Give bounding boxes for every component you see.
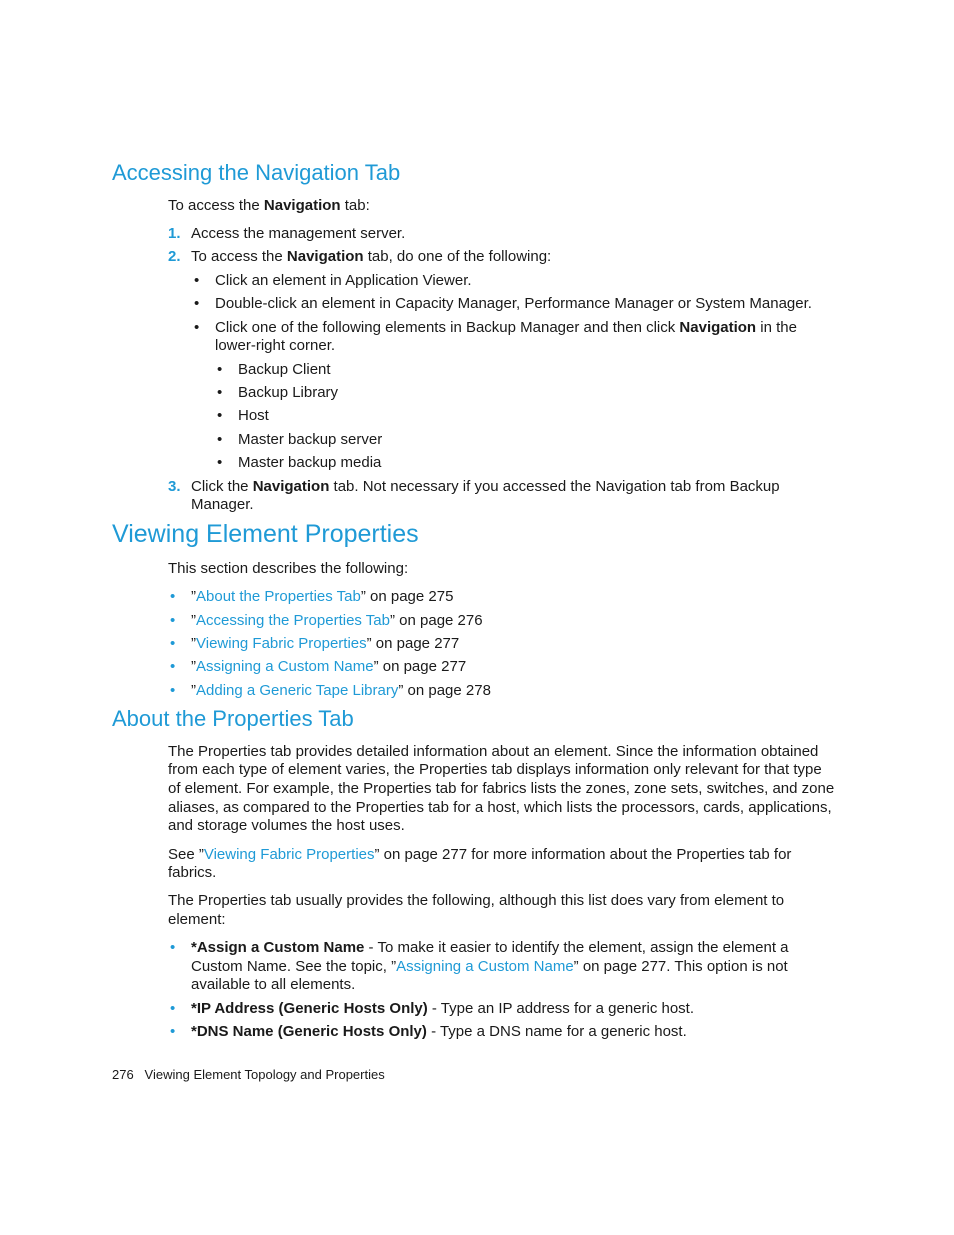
- bullet: •: [194, 272, 200, 289]
- para-text-pre: See ”: [168, 846, 204, 863]
- quote: ”: [191, 635, 196, 652]
- paragraph-line: aliases, as compared to the Properties tab for a host, which lists the processors, cards, applications,: [168, 799, 832, 816]
- step-text-pre: Click the: [191, 478, 253, 495]
- sub-item: Master backup media: [238, 454, 382, 471]
- property-item: [191, 939, 789, 957]
- page-ref: ” on page 276: [390, 612, 483, 629]
- intro-text-end: tab:: [340, 197, 370, 214]
- page-number: 276: [112, 1067, 134, 1082]
- step-text-pre: To access the: [191, 248, 287, 265]
- link-list-item: [191, 612, 483, 630]
- page-ref: ” on page 275: [360, 588, 454, 605]
- property-name: *IP Address (Generic Hosts Only): [191, 1000, 428, 1017]
- bullet: •: [217, 407, 223, 424]
- option-item-continued: lower-right corner.: [215, 337, 336, 354]
- step-number: 2.: [168, 248, 181, 265]
- page-ref: ” on page 278: [398, 682, 491, 699]
- paragraph-line: [168, 846, 791, 864]
- intro-text: To access the: [168, 197, 264, 214]
- page-ref: ” on page 277: [366, 635, 460, 652]
- property-desc: - To make it easier to identify the element, assign the element a: [364, 939, 789, 956]
- option-text-bold: Navigation: [679, 319, 757, 336]
- link-list-item: [191, 658, 466, 676]
- bullet: •: [170, 1023, 176, 1040]
- property-name: *DNS Name (Generic Hosts Only): [191, 1023, 427, 1040]
- property-item: [191, 1023, 687, 1041]
- bullet: •: [170, 1000, 176, 1017]
- option-item: Click an element in Application Viewer.: [215, 272, 472, 289]
- bullet: •: [170, 588, 176, 605]
- section-heading-viewing-element-properties: Viewing Element Properties: [112, 520, 419, 548]
- link-viewing-fabric-properties-inline[interactable]: Viewing Fabric Properties: [203, 846, 375, 863]
- step-text-continued: Manager.: [191, 496, 254, 513]
- step-number: 1.: [168, 225, 181, 242]
- paragraph-line: The Properties tab usually provides the following, although this list does vary from element to: [168, 892, 785, 909]
- link-assigning-custom-name-inline[interactable]: Assigning a Custom Name: [396, 958, 574, 975]
- page-ref: ” on page 277: [373, 658, 467, 675]
- link-about-properties-tab[interactable]: About the Properties Tab: [196, 588, 361, 605]
- bullet: •: [217, 361, 223, 378]
- step-text-bold: Navigation: [252, 478, 330, 495]
- paragraph-line: from each type of element varies, the Properties tab displays information only relevant for that type: [168, 761, 822, 778]
- property-desc-post: ” on page 277. This option is not: [573, 958, 788, 975]
- sub-item: Backup Library: [238, 384, 339, 401]
- sub-item: Host: [238, 407, 269, 424]
- link-list-item: [191, 682, 491, 700]
- property-desc: - Type an IP address for a generic host.: [427, 1000, 695, 1017]
- paragraph-line: The Properties tab provides detailed information about an element. Since the information obtained: [168, 743, 819, 760]
- quote: ”: [191, 588, 196, 605]
- bullet: •: [170, 658, 176, 675]
- property-name: *Assign a Custom Name: [191, 939, 365, 956]
- step-text-post: tab. Not necessary if you accessed the Navigation tab from Backup: [329, 478, 780, 495]
- sub-item: Master backup server: [238, 431, 383, 448]
- paragraph-line: and storage volumes the host uses.: [168, 817, 405, 834]
- property-desc: - Type a DNS name for a generic host.: [426, 1023, 687, 1040]
- section1-intro: [168, 197, 370, 215]
- step-text: [191, 248, 551, 266]
- link-list-item: [191, 635, 459, 653]
- link-accessing-properties-tab[interactable]: Accessing the Properties Tab: [196, 612, 390, 629]
- section-heading-about-properties-tab: About the Properties Tab: [112, 706, 354, 731]
- option-text-post: in the: [756, 319, 797, 336]
- property-item: [191, 1000, 694, 1018]
- para-text-post: ” on page 277 for more information about the Properties tab for: [374, 846, 792, 863]
- paragraph-line: element:: [168, 911, 226, 928]
- step-text: Access the management server.: [191, 225, 406, 242]
- bullet: •: [170, 939, 176, 956]
- bullet: •: [194, 319, 200, 336]
- quote: ”: [191, 612, 196, 629]
- quote: ”: [191, 682, 196, 699]
- property-item-continued: available to all elements.: [191, 976, 356, 993]
- section2-intro: This section describes the following:: [168, 560, 409, 577]
- sub-item: Backup Client: [238, 361, 331, 378]
- bullet: •: [170, 682, 176, 699]
- property-item-continued: [191, 958, 788, 976]
- section-heading-navigation-tab: Accessing the Navigation Tab: [112, 160, 401, 185]
- bullet: •: [217, 384, 223, 401]
- option-text-pre: Click one of the following elements in Backup Manager and then click: [215, 319, 680, 336]
- page-footer: [112, 1067, 385, 1083]
- bullet: •: [170, 635, 176, 652]
- intro-bold: Navigation: [263, 197, 341, 214]
- property-desc-pre: Custom Name. See the topic, ”: [191, 958, 397, 975]
- link-list-item: [191, 588, 453, 606]
- bullet: •: [217, 454, 223, 471]
- option-item: [215, 319, 797, 337]
- link-adding-generic-tape-library[interactable]: Adding a Generic Tape Library: [196, 682, 399, 699]
- bullet: •: [194, 295, 200, 312]
- step-text-post: tab, do one of the following:: [363, 248, 552, 265]
- footer-title: Viewing Element Topology and Properties: [144, 1067, 385, 1082]
- bullet: •: [217, 431, 223, 448]
- link-assigning-custom-name[interactable]: Assigning a Custom Name: [196, 658, 374, 675]
- option-item: Double-click an element in Capacity Manager, Performance Manager or System Manager.: [215, 295, 812, 312]
- step-number: 3.: [168, 478, 181, 495]
- link-viewing-fabric-properties[interactable]: Viewing Fabric Properties: [196, 635, 367, 652]
- quote: ”: [191, 658, 196, 675]
- step-text-bold: Navigation: [286, 248, 364, 265]
- paragraph-line: fabrics.: [168, 864, 217, 881]
- paragraph-line: of element. For example, the Properties tab for fabrics lists the zones, zone sets, switches, and zone: [168, 780, 835, 797]
- bullet: •: [170, 612, 176, 629]
- step-text: [191, 478, 780, 496]
